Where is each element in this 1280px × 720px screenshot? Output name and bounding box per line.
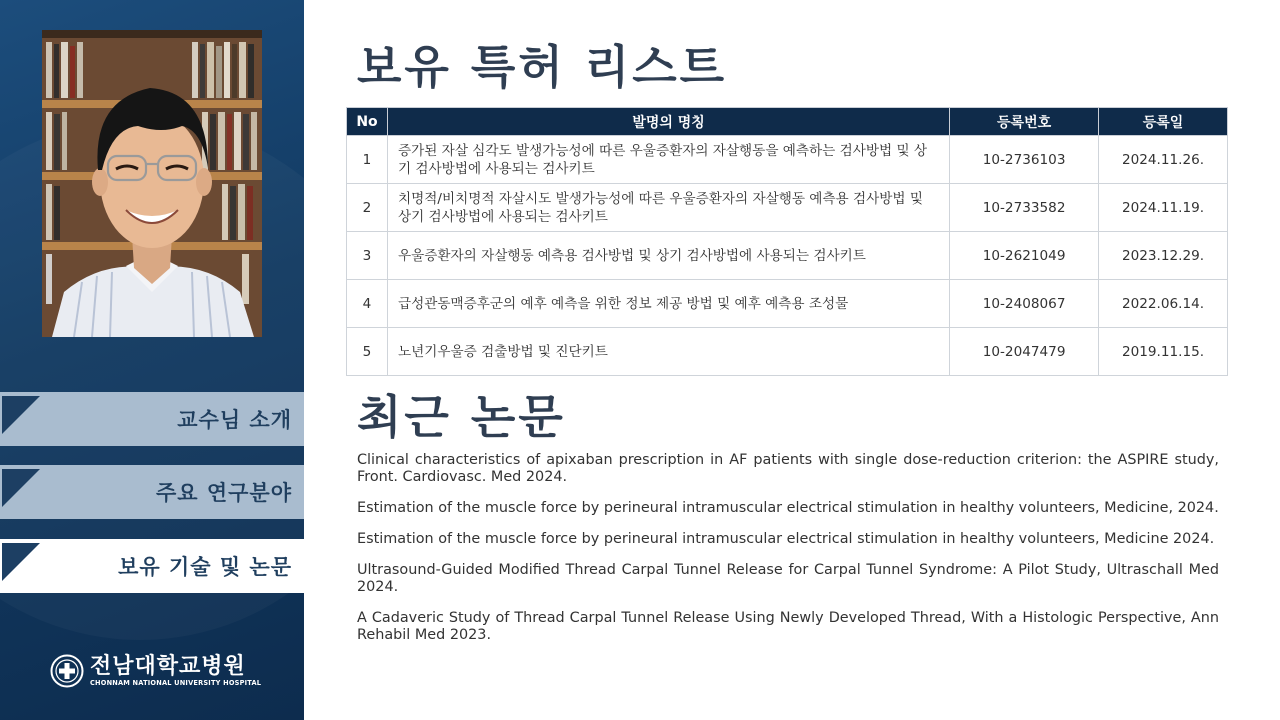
table-header-row	[347, 108, 1228, 136]
table-row	[347, 136, 1228, 184]
paper-item: Estimation of the muscle force by perineural intramuscular electrical stimulation in healthy volunteers, Medicine, 2024.	[357, 500, 1219, 516]
hospital-name-english: CHONNAM NATIONAL UNIVERSITY HOSPITAL	[90, 678, 262, 687]
cell-reg: 10-2047479	[950, 328, 1099, 376]
patent-table	[346, 107, 1228, 376]
header-reg: 등록번호	[950, 108, 1099, 136]
menu-label: 주요 연구분야	[155, 481, 292, 505]
table-row	[347, 328, 1228, 376]
triangle-marker-icon	[2, 469, 40, 507]
cell-name: 노년기우울증 검출방법 및 진단키트	[387, 328, 949, 376]
cell-date: 2019.11.15.	[1099, 328, 1228, 376]
cell-name: 우울증환자의 자살행동 예측용 검사방법 및 상기 검사방법에 사용되는 검사키트	[387, 232, 949, 280]
cell-no: 5	[347, 328, 388, 376]
cell-no: 3	[347, 232, 388, 280]
hospital-logo	[50, 654, 261, 688]
cell-date: 2023.12.29.	[1099, 232, 1228, 280]
table-row	[347, 280, 1228, 328]
paper-list	[357, 452, 1219, 658]
papers-title: 최근 논문	[357, 390, 566, 444]
cell-reg: 10-2408067	[950, 280, 1099, 328]
cell-name: 치명적/비치명적 자살시도 발생가능성에 따른 우울증환자의 자살행동 예측용 검사방법 및 상기 검사방법에 사용되는 검사키트	[387, 184, 949, 232]
hospital-emblem-icon	[50, 654, 84, 688]
menu-research-areas[interactable]	[0, 465, 304, 519]
menu-label: 보유 기술 및 논문	[118, 555, 292, 579]
header-name: 발명의 명칭	[387, 108, 949, 136]
professor-photo	[42, 30, 262, 337]
cell-date: 2024.11.19.	[1099, 184, 1228, 232]
header-no: No	[347, 108, 388, 136]
cell-date: 2022.06.14.	[1099, 280, 1228, 328]
table-row	[347, 232, 1228, 280]
hospital-name: 전남대학교병원	[90, 653, 246, 679]
menu-label: 교수님 소개	[177, 408, 292, 432]
paper-item: A Cadaveric Study of Thread Carpal Tunnel Release Using Newly Developed Thread, With a Histologic Perspective, Ann Rehabil Med 2023.	[357, 610, 1219, 643]
cell-reg: 10-2736103	[950, 136, 1099, 184]
cell-reg: 10-2733582	[950, 184, 1099, 232]
sidebar	[0, 0, 304, 720]
triangle-marker-icon	[2, 543, 40, 581]
header-date: 등록일	[1099, 108, 1228, 136]
paper-item: Estimation of the muscle force by perineural intramuscular electrical stimulation in healthy volunteers, Medicine 2024.	[357, 531, 1215, 547]
cell-reg: 10-2621049	[950, 232, 1099, 280]
paper-item: Ultrasound-Guided Modified Thread Carpal Tunnel Release for Carpal Tunnel Syndrome: A Pilot Study, Ultraschall Med 2024.	[357, 562, 1219, 595]
triangle-marker-icon	[2, 396, 40, 434]
patents-title: 보유 특허 리스트	[357, 40, 728, 94]
cell-name: 증가된 자살 심각도 발생가능성에 따른 우울증환자의 자살행동을 예측하는 검사방법 및 상기 검사방법에 사용되는 검사키트	[387, 136, 949, 184]
menu-professor-intro[interactable]	[0, 392, 304, 446]
cell-date: 2024.11.26.	[1099, 136, 1228, 184]
professor-portrait-image	[42, 30, 262, 337]
cell-name: 급성관동맥증후군의 예후 예측을 위한 정보 제공 방법 및 예후 예측용 조성물	[387, 280, 949, 328]
menu-tech-and-papers[interactable]	[0, 539, 304, 593]
paper-item: Clinical characteristics of apixaban prescription in AF patients with single dose-reduction criterion: the ASPIRE study, Front. Cardiovasc. Med 2024.	[357, 452, 1219, 485]
cell-no: 2	[347, 184, 388, 232]
cell-no: 4	[347, 280, 388, 328]
table-row	[347, 184, 1228, 232]
cell-no: 1	[347, 136, 388, 184]
